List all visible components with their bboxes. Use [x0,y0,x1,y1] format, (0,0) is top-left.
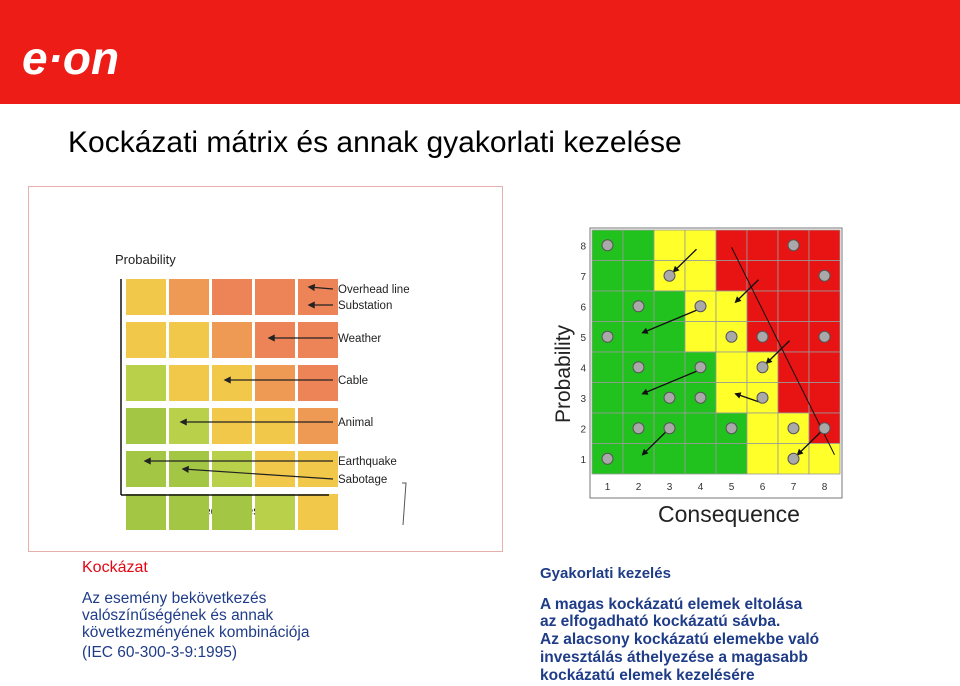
right-y-tick: 8 [580,241,586,253]
practice-line-5: kockázatú elemek kezelésére [540,667,755,684]
right-matrix-cell [716,383,747,414]
right-x-tick: 7 [790,482,797,493]
left-hazard-label: Substation [338,300,393,312]
right-risk-dot [633,362,644,373]
right-matrix-cell [809,383,840,414]
right-risk-dot [757,392,768,403]
right-risk-dot [819,331,830,342]
left-matrix-cell [126,494,166,530]
right-x-tick: 5 [728,482,735,493]
right-matrix-cell [685,413,716,444]
practice-line-1: A magas kockázatú elemek eltolása [540,596,803,613]
right-risk-dot [819,423,830,434]
right-x-axis-label: Consequence [658,501,800,527]
right-matrix-cell [623,261,654,292]
right-matrix-cell [592,261,623,292]
right-matrix-cell [716,230,747,261]
right-matrix-cell [716,444,747,475]
practice-heading: Gyakorlati kezelés [540,565,671,582]
right-matrix-cell [654,444,685,475]
logo-text: e·on [22,36,120,84]
risk-definition-line-3: következményének kombinációja [82,624,310,641]
right-matrix-cell [747,413,778,444]
right-matrix-cell [778,291,809,322]
left-matrix-cell [298,365,338,401]
left-matrix-cell [169,279,209,315]
header-bar [0,0,960,104]
right-matrix-cell [592,413,623,444]
right-risk-matrix [540,218,860,534]
practice-line-2: az elfogadható kockázatú sávba. [540,613,781,630]
right-matrix-cell [716,352,747,383]
risk-heading: Kockázat [82,559,148,576]
right-y-tick: 3 [580,393,586,405]
slide-title: Kockázati mátrix és annak gyakorlati kezelése [68,126,682,159]
right-risk-dot [757,362,768,373]
right-matrix-panel [540,218,860,534]
right-matrix-cell [747,291,778,322]
right-risk-dot [664,270,675,281]
right-risk-dot [726,331,737,342]
left-matrix-panel [28,186,503,552]
right-matrix-cell [809,444,840,475]
right-matrix-cell [623,383,654,414]
risk-definition-line-2: valószínűségének és annak [82,607,274,624]
right-matrix-cell [778,352,809,383]
right-y-tick: 7 [580,271,586,283]
right-matrix-cell [654,230,685,261]
left-matrix-cell [126,365,166,401]
right-matrix-cell [685,444,716,475]
right-risk-dot [633,423,644,434]
left-matrix-cell [255,279,295,315]
left-matrix-cell [169,494,209,530]
right-x-tick: 4 [697,482,704,493]
left-matrix-cell [212,408,252,444]
right-risk-dot [788,453,799,464]
left-hazard-label: Earthquake [338,456,397,468]
left-matrix-cell [212,279,252,315]
right-matrix-cell [592,291,623,322]
right-matrix-cell [747,230,778,261]
right-y-axis-label: Probability [552,324,575,423]
left-matrix-cell [212,322,252,358]
left-hazard-label: Sabotage [338,474,388,486]
right-x-tick: 8 [821,482,828,493]
left-matrix-cell [126,451,166,487]
left-scribble-mark [402,483,406,525]
left-matrix-cell [255,408,295,444]
right-matrix-cell [623,230,654,261]
right-x-tick: 1 [604,482,611,493]
right-matrix-cell [623,322,654,353]
left-risk-matrix [29,187,502,551]
right-matrix-cell [716,261,747,292]
right-risk-dot [695,301,706,312]
left-hazard-label: Overhead line [338,284,410,296]
right-matrix-cell [592,352,623,383]
right-matrix-cell [685,322,716,353]
left-matrix-cell [298,451,338,487]
right-matrix-cell [778,261,809,292]
right-y-tick: 1 [580,454,586,466]
right-risk-dot [664,423,675,434]
right-x-tick: 2 [635,482,642,493]
right-risk-dot [602,453,613,464]
left-hazard-label: Animal [338,417,374,429]
left-y-axis-label: Probability [115,252,176,267]
left-matrix-cell [298,322,338,358]
left-matrix-cell [298,408,338,444]
left-matrix-cell [212,365,252,401]
right-matrix-cell [685,261,716,292]
left-matrix-cell [255,451,295,487]
right-x-tick: 3 [666,482,673,493]
left-matrix-cell [255,494,295,530]
right-y-tick: 5 [580,332,586,344]
left-matrix-cell [298,494,338,530]
eon-logo [22,36,152,84]
right-y-tick: 2 [580,424,586,436]
practice-line-3: Az alacsony kockázatú elemekbe való [540,631,820,648]
right-risk-dot [726,423,737,434]
left-matrix-cell [298,279,338,315]
left-hazard-label: Cable [338,375,369,387]
right-risk-dot [819,270,830,281]
right-matrix-cell [809,230,840,261]
left-hazard-label: Weather [338,333,382,345]
right-matrix-cell [747,444,778,475]
left-matrix-cell [255,322,295,358]
risk-definition-source: (IEC 60-300-3-9:1995) [82,644,238,661]
right-x-tick: 6 [759,482,766,493]
left-matrix-cell [212,494,252,530]
left-matrix-cell [169,365,209,401]
right-risk-dot [664,392,675,403]
left-matrix-cell [126,408,166,444]
right-matrix-cell [809,352,840,383]
right-matrix-cell [592,383,623,414]
practice-line-4: invesztálás áthelyezése a magasabb [540,649,808,666]
right-risk-dot [695,392,706,403]
right-y-tick: 6 [580,302,586,314]
right-y-tick: 4 [580,363,586,375]
left-matrix-cell [126,322,166,358]
left-matrix-cell [212,451,252,487]
left-matrix-cell [126,279,166,315]
right-matrix-cell [778,383,809,414]
right-risk-dot [633,301,644,312]
left-matrix-cell [169,322,209,358]
right-risk-dot [788,423,799,434]
left-matrix-cell [169,408,209,444]
right-risk-dot [602,240,613,251]
right-risk-dot [788,240,799,251]
right-risk-dot [695,362,706,373]
right-risk-dot [602,331,613,342]
risk-definition-line-1: Az esemény bekövetkezés [82,590,267,607]
right-risk-dot [757,331,768,342]
right-matrix-cell [809,291,840,322]
left-matrix-cell [255,365,295,401]
